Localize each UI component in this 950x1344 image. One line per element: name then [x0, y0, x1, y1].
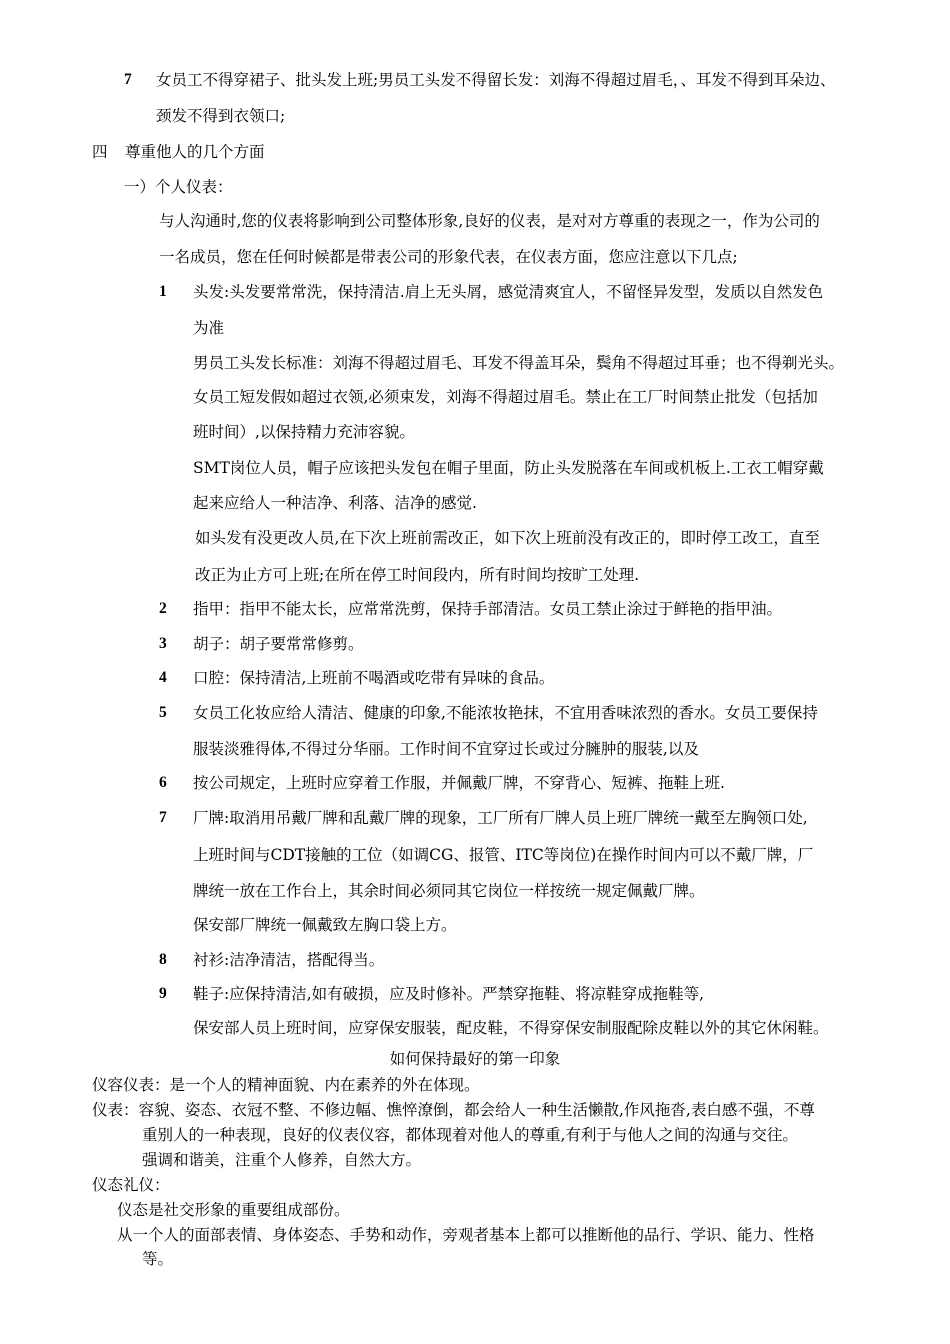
paragraph-line: 从一个人的面部表情、身体姿态、手势和动作，旁观者基本上都可以推断他的品行、学识、能力、性格 — [117, 1226, 815, 1244]
list-item-line: 衬衫:洁净清洁，搭配得当。 — [193, 951, 385, 969]
item-number: 1 — [159, 283, 167, 300]
paragraph-line: 颈发不得到衣领口; — [156, 107, 286, 125]
paragraph-line: 重别人的一种表现，良好的仪表仪容，都体现着对他人的尊重,有利于与他人之间的沟通与交往。 — [142, 1126, 798, 1144]
list-item-line: 为准 — [193, 319, 225, 337]
list-item-line: 如头发有没更改人员,在下次上班前需改正，如下次上班前没有改正的，即时停工改工，直至 — [195, 529, 820, 547]
section-title: 尊重他人的几个方面 — [125, 143, 265, 161]
list-item-line: 起来应给人一种洁净、利落、洁净的感觉. — [193, 494, 477, 512]
list-item-line: 指甲：指甲不能太长，应常常洗剪，保持手部清洁。女员工禁止涂过于鲜艳的指甲油。 — [193, 600, 783, 618]
subsection-title: 一）个人仪表： — [124, 178, 233, 196]
list-item-line: 头发:头发要常常洗，保持清洁.肩上无头屑，感觉清爽宜人，不留怪异发型，发质以自然发色 — [193, 283, 824, 301]
paragraph-line: 仪态是社交形象的重要组成部份。 — [117, 1201, 350, 1219]
paragraph-line: 与人沟通时,您的仪表将影响到公司整体形象,良好的仪表，是对对方尊重的表现之一，作为公司的 — [159, 212, 820, 230]
paragraph-line: 仪表：容貌、姿态、衣冠不整、不修边幅、憔悴潦倒，都会给人一种生活懒散,作风拖沓,表白感不强，不尊 — [92, 1101, 815, 1119]
paragraph-line: 仪容仪表：是一个人的精神面貌、内在素养的外在体现。 — [92, 1076, 480, 1094]
section-number: 四 — [92, 143, 108, 161]
list-item-line: 女员工短发假如超过衣领,必须束发，刘海不得超过眉毛。禁止在工厂时间禁止批发（包括加 — [193, 388, 818, 406]
list-item-line: 班时间）,以保持精力充沛容貌。 — [193, 423, 415, 441]
list-item-line: 胡子：胡子要常常修剪。 — [193, 635, 364, 653]
item-number: 4 — [159, 669, 167, 686]
centered-heading: 如何保持最好的第一印象 — [389, 1050, 561, 1068]
item-number: 9 — [159, 985, 167, 1002]
paragraph-line: 等。 — [142, 1250, 174, 1268]
list-item-line: 按公司规定，上班时应穿着工作服，并佩戴厂牌，不穿背心、短裤、拖鞋上班. — [193, 774, 725, 792]
list-item-line: 保安部人员上班时间，应穿保安服装，配皮鞋，不得穿保安制服配除皮鞋以外的其它休闲鞋。 — [193, 1019, 829, 1037]
item-number: 7 — [124, 71, 132, 88]
list-item-line: 鞋子:应保持清洁,如有破损，应及时修补。严禁穿拖鞋、将凉鞋穿成拖鞋等, — [193, 985, 705, 1003]
list-item-line: 口腔：保持清洁,上班前不喝酒或吃带有异味的食品。 — [193, 669, 555, 687]
item-number: 5 — [159, 704, 167, 721]
list-item-line: 服装淡雅得体,不得过分华丽。工作时间不宜穿过长或过分臃肿的服装,以及 — [193, 740, 699, 758]
paragraph-line: 女员工不得穿裙子、批头发上班;男员工头发不得留长发：刘海不得超过眉毛，、耳发不得到耳朵边、 — [156, 71, 836, 89]
item-number: 6 — [159, 774, 167, 791]
list-item-line: 上班时间与CDT接触的工位（如调CG、报管、ITC等岗位)在操作时间内可以不戴厂牌，厂 — [193, 846, 814, 864]
list-item-line: 女员工化妆应给人清洁、健康的印象,不能浓妆艳抹，不宜用香味浓烈的香水。女员工要保持 — [193, 704, 818, 722]
item-number: 2 — [159, 600, 167, 617]
list-item-line: 改正为止方可上班;在所在停工时间段内，所有时间均按旷工处理. — [195, 566, 640, 584]
paragraph-line: 一名成员，您在任何时候都是带表公司的形象代表，在仪表方面，您应注意以下几点; — [159, 248, 738, 266]
list-item-line: 保安部厂牌统一佩戴致左胸口袋上方。 — [193, 916, 457, 934]
list-item-line: 男员工头发长标准：刘海不得超过眉毛、耳发不得盖耳朵，鬓角不得超过耳垂；也不得剃光头。 — [193, 354, 845, 372]
item-number: 8 — [159, 951, 167, 968]
paragraph-title: 仪态礼仪： — [92, 1176, 170, 1194]
paragraph-line: 强调和谐美，注重个人修养，自然大方。 — [142, 1151, 422, 1169]
list-item-line: 牌统一放在工作台上，其余时间必须同其它岗位一样按统一规定佩戴厂牌。 — [193, 882, 705, 900]
list-item-line: SMT岗位人员，帽子应该把头发包在帽子里面，防止头发脱落在车间或机板上.工衣工帽穿戴 — [193, 459, 824, 477]
item-number: 3 — [159, 635, 167, 652]
item-number: 7 — [159, 809, 167, 826]
list-item-line: 厂牌:取消用吊戴厂牌和乱戴厂牌的现象，工厂所有厂牌人员上班厂牌统一戴至左胸领口处, — [193, 809, 808, 827]
